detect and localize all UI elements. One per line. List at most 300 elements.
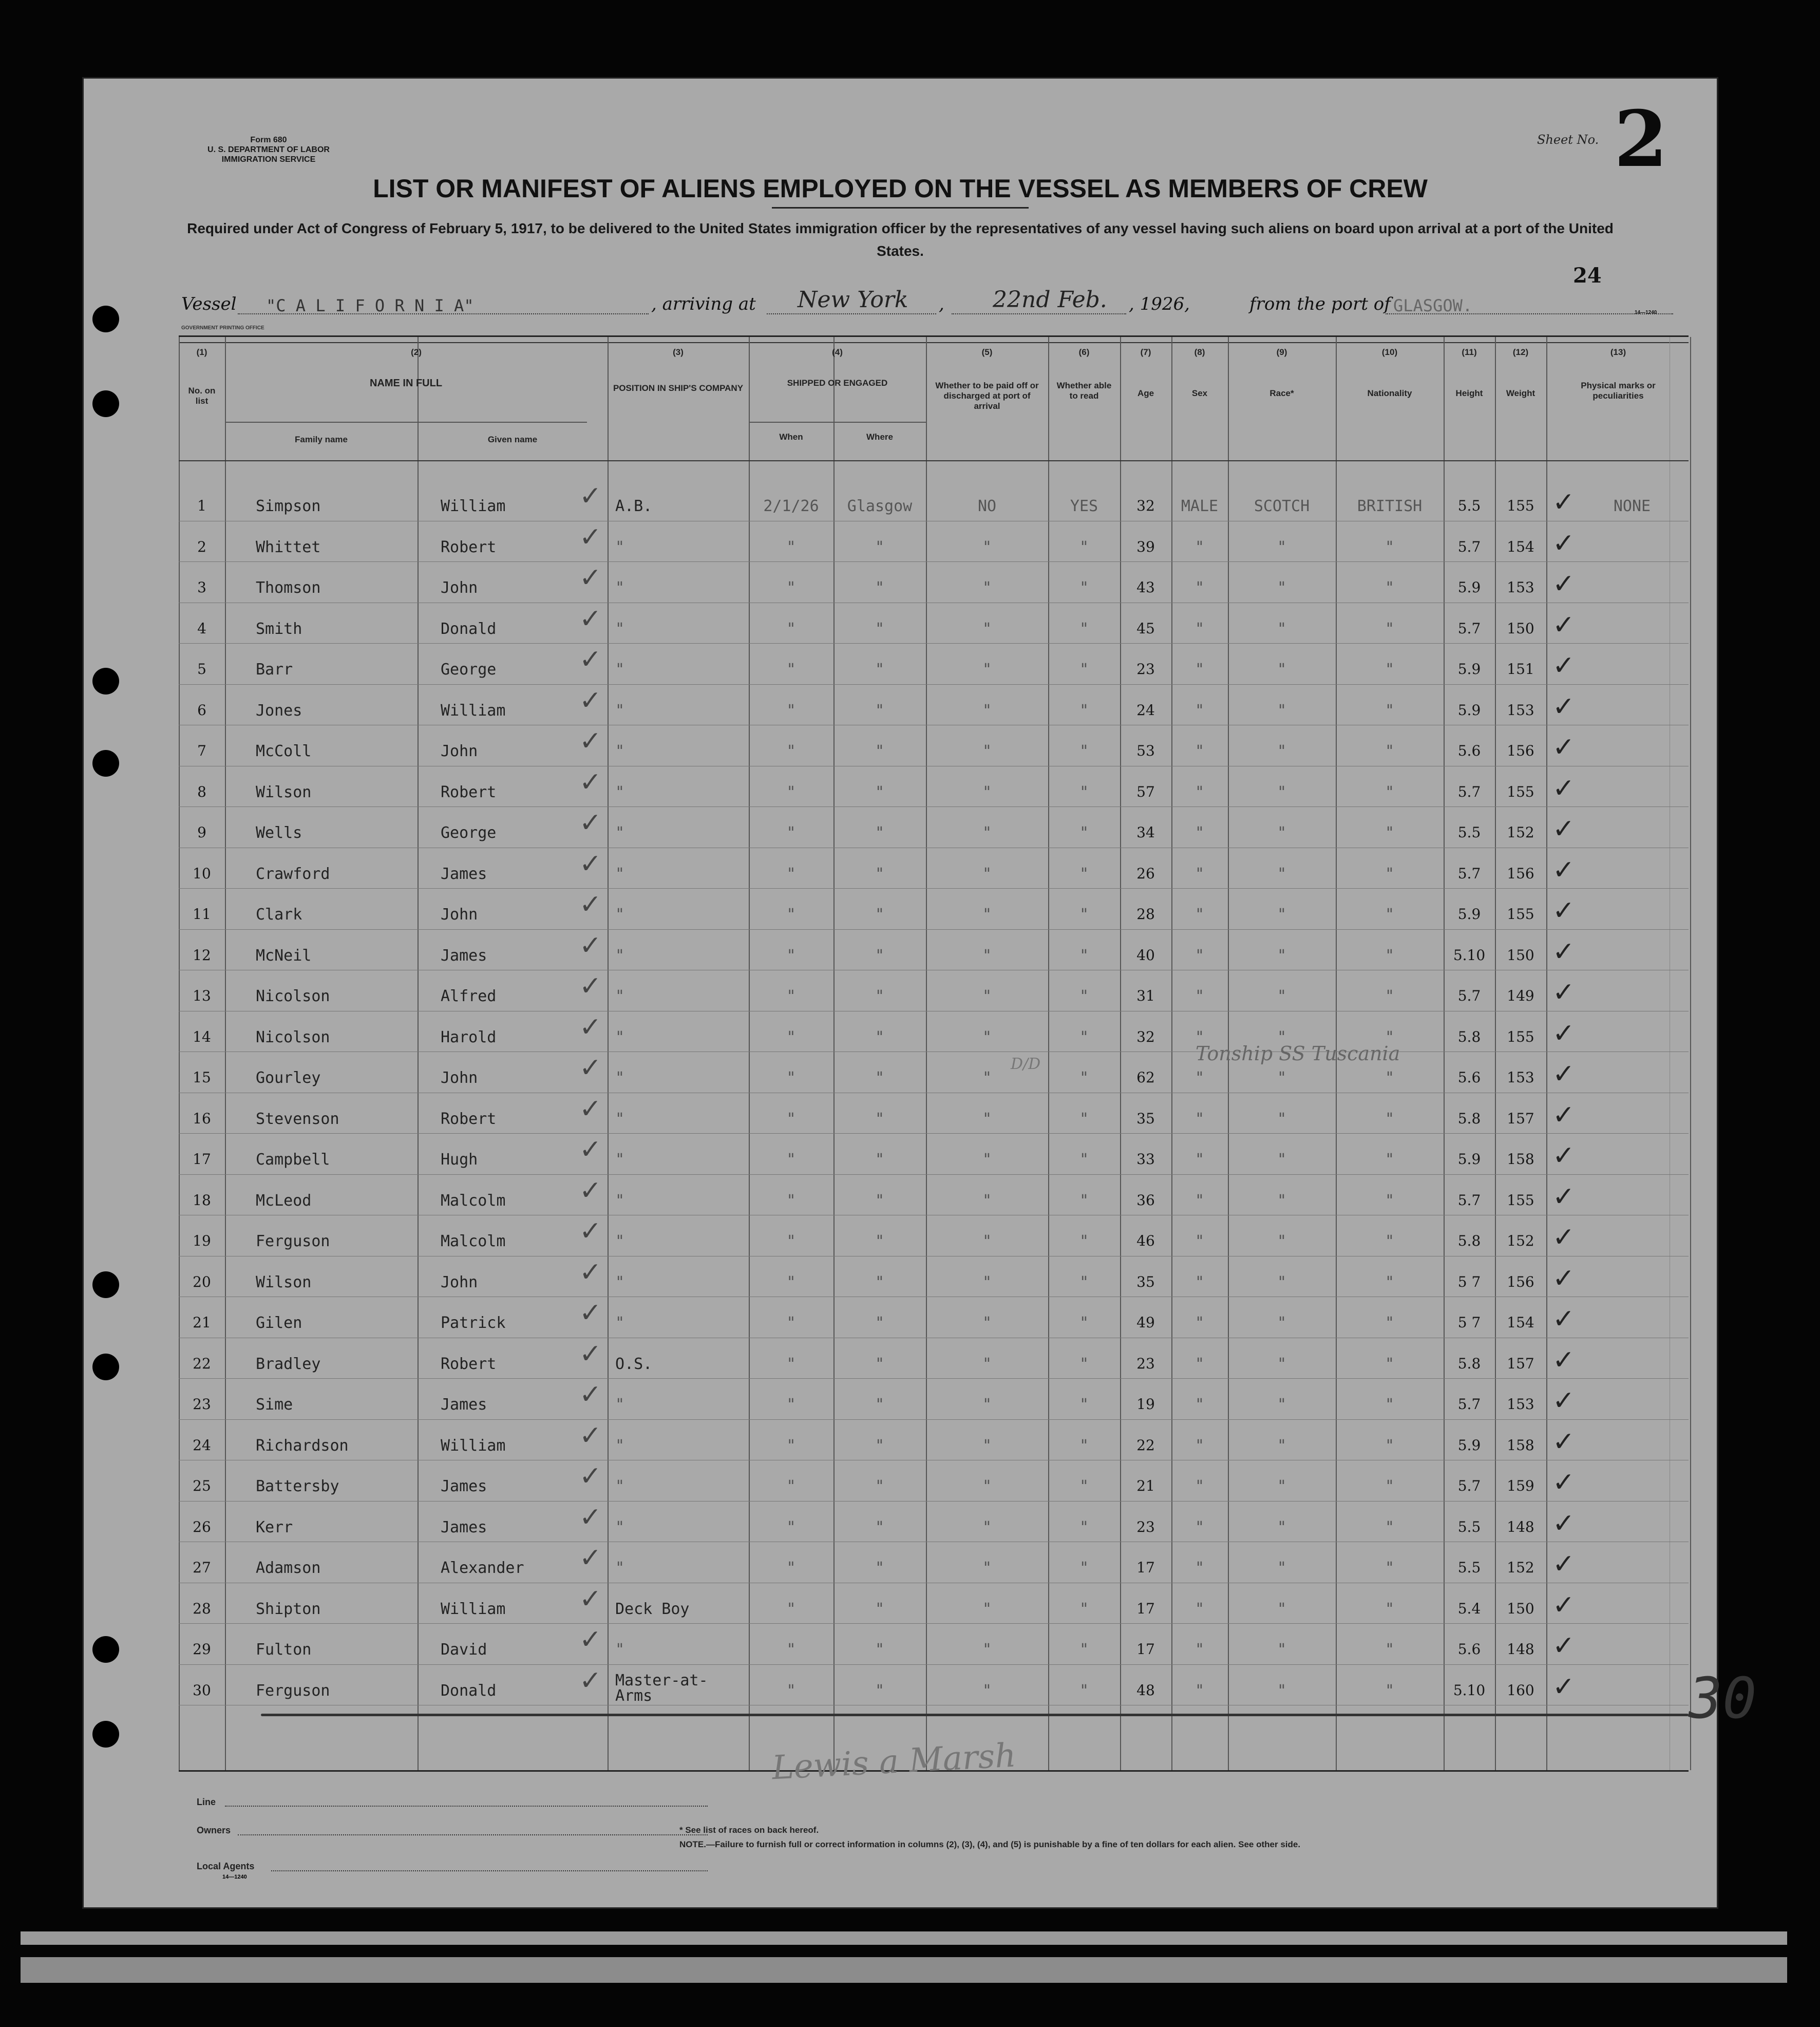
shipped-where: " <box>875 1314 885 1332</box>
table-row <box>179 644 1689 690</box>
weight: 152 <box>1507 1559 1534 1576</box>
sex: " <box>1195 906 1205 924</box>
shipped-where: " <box>875 1681 885 1700</box>
sex: " <box>1195 987 1205 1005</box>
race: " <box>1277 1273 1287 1291</box>
paid-off: " <box>982 1518 992 1536</box>
table-row <box>179 808 1689 854</box>
family-name: McLeod <box>256 1191 312 1210</box>
punch-hole <box>92 1271 119 1298</box>
height: 5.7 <box>1457 1396 1481 1413</box>
paid-off: " <box>982 1355 992 1373</box>
family-name: Wells <box>256 824 302 842</box>
height: 5.6 <box>1457 1641 1481 1658</box>
row-number: 7 <box>197 742 206 759</box>
shipped-when: " <box>786 1110 796 1128</box>
height: 5.8 <box>1457 1110 1481 1127</box>
height: 5.7 <box>1457 987 1481 1004</box>
given-name: Malcolm <box>441 1232 506 1250</box>
age: 43 <box>1136 579 1155 596</box>
height: 5.7 <box>1457 538 1481 555</box>
sex: " <box>1195 1518 1205 1536</box>
checkmark-icon: ✓ <box>579 1338 602 1369</box>
family-name: Stevenson <box>256 1110 339 1128</box>
paid-off: " <box>982 538 992 556</box>
given-name: Malcolm <box>441 1191 506 1210</box>
sex: " <box>1195 1477 1205 1495</box>
table-row <box>179 1379 1689 1425</box>
nationality: " <box>1385 1641 1395 1659</box>
height: 5.5 <box>1457 1518 1481 1535</box>
shipped-when: " <box>786 824 796 842</box>
position: " <box>615 620 625 638</box>
footer-owners-label: Owners <box>197 1825 231 1835</box>
checkmark-icon: ✓ <box>579 1134 602 1165</box>
paid-off: " <box>982 783 992 801</box>
header-given-name: Given name <box>487 435 538 444</box>
checkmark-icon: ✓ <box>579 1461 602 1492</box>
row-number: 23 <box>193 1396 211 1413</box>
checkmark-icon: ✓ <box>579 521 602 553</box>
race: " <box>1277 1681 1287 1700</box>
given-name: John <box>441 1069 478 1087</box>
checkmark-icon: ✓ <box>579 1379 602 1410</box>
row-number: 29 <box>193 1641 211 1658</box>
race: " <box>1277 1436 1287 1455</box>
shipped-where: " <box>875 946 885 965</box>
shipped-where: " <box>875 906 885 924</box>
shipped-when: " <box>786 742 796 760</box>
weight: 160 <box>1507 1681 1534 1699</box>
header-height: Height <box>1455 388 1483 398</box>
shipped-where: " <box>875 1396 885 1414</box>
family-name: Barr <box>256 661 293 679</box>
race: " <box>1277 742 1287 760</box>
header-physical-marks: Physical marks or peculiarities <box>1581 381 1656 401</box>
checkmark-icon: ✓ <box>579 726 602 757</box>
able-to-read: " <box>1079 1518 1089 1536</box>
shipped-where: " <box>875 1273 885 1291</box>
able-to-read: " <box>1079 1641 1089 1659</box>
sex: " <box>1195 1681 1205 1700</box>
nationality: " <box>1385 579 1395 597</box>
given-name: Hugh <box>441 1151 478 1169</box>
paid-off: " <box>982 865 992 883</box>
paid-off: " <box>982 1191 992 1210</box>
shipped-when: " <box>786 1028 796 1046</box>
shipped-when: " <box>786 906 796 924</box>
race: " <box>1277 661 1287 679</box>
height: 5.4 <box>1457 1600 1481 1617</box>
shipped-where: " <box>875 1559 885 1577</box>
page-title: LIST OR MANIFEST OF ALIENS EMPLOYED ON THE VESSEL AS MEMBERS OF CREW <box>373 174 1428 203</box>
nationality: " <box>1385 742 1395 760</box>
height: 5.5 <box>1457 824 1481 841</box>
row-number: 10 <box>193 865 211 882</box>
given-name: George <box>441 824 497 842</box>
shipped-when: " <box>786 620 796 638</box>
height: 5.9 <box>1457 906 1481 923</box>
weight: 148 <box>1507 1641 1534 1658</box>
height: 5 7 <box>1457 1314 1481 1331</box>
col-num-7: (7) <box>1140 347 1151 357</box>
checkmark-icon: ✓ <box>579 1216 602 1247</box>
position: " <box>615 1436 625 1455</box>
nationality: " <box>1385 1069 1395 1087</box>
shipped-when: " <box>786 1396 796 1414</box>
row-number: 9 <box>197 824 206 841</box>
position: " <box>615 1028 625 1046</box>
col-num-3: (3) <box>673 347 684 357</box>
family-name: Fulton <box>256 1641 312 1659</box>
shipped-where: " <box>875 1151 885 1169</box>
able-to-read: " <box>1079 1151 1089 1169</box>
row-number: 16 <box>193 1110 211 1127</box>
shipped-when: 2/1/26 <box>763 497 819 515</box>
nationality: " <box>1385 1232 1395 1250</box>
checkmark-icon: ✓ <box>1552 528 1575 559</box>
family-name: Wilson <box>256 1273 312 1291</box>
nationality: " <box>1385 1028 1395 1046</box>
checkmark-icon: ✓ <box>1552 732 1575 763</box>
form-identifier: Form 680 U. S. DEPARTMENT OF LABOR IMMIGRATION SERVICE <box>207 136 330 164</box>
paid-off: " <box>982 661 992 679</box>
position: " <box>615 906 625 924</box>
sex: " <box>1195 1069 1205 1087</box>
header-when: When <box>779 432 803 442</box>
sex: " <box>1195 1191 1205 1210</box>
family-name: McColl <box>256 742 312 760</box>
shipped-when: " <box>786 1314 796 1332</box>
position: " <box>615 1232 625 1250</box>
race: " <box>1277 1641 1287 1659</box>
race: " <box>1277 1110 1287 1128</box>
able-to-read: " <box>1079 1396 1089 1414</box>
checkmark-icon: ✓ <box>579 1011 602 1043</box>
table-row <box>179 1298 1689 1344</box>
race: " <box>1277 824 1287 842</box>
shipped-where: " <box>875 987 885 1005</box>
able-to-read: " <box>1079 661 1089 679</box>
punch-hole <box>92 668 119 695</box>
paid-off: " <box>982 1396 992 1414</box>
height: 5.7 <box>1457 620 1481 637</box>
family-name: Ferguson <box>256 1681 330 1700</box>
able-to-read: " <box>1079 1681 1089 1700</box>
handwritten-note: D/D <box>1011 1055 1041 1073</box>
weight: 152 <box>1507 1232 1534 1249</box>
weight: 151 <box>1507 661 1534 678</box>
age: 48 <box>1136 1681 1155 1699</box>
sex: " <box>1195 1028 1205 1046</box>
checkmark-icon: ✓ <box>1552 1263 1575 1294</box>
height: 5.9 <box>1457 579 1481 596</box>
paid-off: " <box>982 1681 992 1700</box>
race: " <box>1277 1600 1287 1618</box>
nationality: " <box>1385 1110 1395 1128</box>
checkmark-icon: ✓ <box>579 685 602 716</box>
title-underline <box>772 207 1029 209</box>
checkmark-icon: ✓ <box>579 1298 602 1328</box>
row-number: 27 <box>193 1559 211 1576</box>
family-name: Nicolson <box>256 1028 330 1046</box>
table-row <box>179 930 1689 977</box>
col-num-9: (9) <box>1276 347 1287 357</box>
age: 17 <box>1136 1600 1155 1617</box>
shipped-when: " <box>786 1151 796 1169</box>
height: 5.5 <box>1457 497 1481 514</box>
row-number: 20 <box>193 1273 211 1290</box>
col-num-11: (11) <box>1462 347 1477 357</box>
paid-off: " <box>982 1273 992 1291</box>
sex: " <box>1195 865 1205 883</box>
height: 5.9 <box>1457 701 1481 719</box>
given-name: Robert <box>441 1110 497 1128</box>
position: " <box>615 987 625 1005</box>
shipped-when: " <box>786 1232 796 1250</box>
able-to-read: " <box>1079 1600 1089 1618</box>
given-name: Harold <box>441 1028 497 1046</box>
paid-off: " <box>982 1436 992 1455</box>
vessel-name: "C A L I F O R N I A" <box>266 296 474 315</box>
age: 34 <box>1136 824 1155 841</box>
checkmark-icon: ✓ <box>1552 569 1575 599</box>
nationality: " <box>1385 1600 1395 1618</box>
height: 5.9 <box>1457 661 1481 678</box>
checkmark-icon: ✓ <box>579 1256 602 1288</box>
checkmark-icon: ✓ <box>579 1624 602 1655</box>
race: " <box>1277 1314 1287 1332</box>
given-name: John <box>441 1273 478 1291</box>
given-name: Robert <box>441 1355 497 1373</box>
race: " <box>1277 579 1287 597</box>
nationality: " <box>1385 906 1395 924</box>
table-row <box>179 1665 1689 1712</box>
family-name: Nicolson <box>256 987 330 1005</box>
sex: " <box>1195 1232 1205 1250</box>
row-number: 19 <box>193 1232 211 1249</box>
given-name: William <box>441 1436 506 1455</box>
paid-off: " <box>982 1232 992 1250</box>
row-number: 24 <box>193 1436 211 1454</box>
paid-off: " <box>982 1600 992 1618</box>
age: 46 <box>1136 1232 1155 1249</box>
signature: Lewis a Marsh <box>771 1736 1017 1788</box>
able-to-read: " <box>1079 1232 1089 1250</box>
given-name: Donald <box>441 1681 497 1700</box>
sex: " <box>1195 1600 1205 1618</box>
weight: 155 <box>1507 497 1534 514</box>
header-race: Race* <box>1269 388 1294 398</box>
shipped-where: " <box>875 742 885 760</box>
position: Deck Boy <box>615 1600 690 1618</box>
height: 5.5 <box>1457 1559 1481 1576</box>
weight: 150 <box>1507 1600 1534 1617</box>
given-name: James <box>441 1477 487 1495</box>
header-weight: Weight <box>1506 388 1535 398</box>
vessel-line: Vessel "C A L I F O R N I A" , arriving at New York , 22nd Feb. , 1926, from the port of GLASGOW. 14—1240 <box>181 287 1681 317</box>
sex: " <box>1195 946 1205 965</box>
checkmark-icon: ✓ <box>579 848 602 879</box>
row-number: 25 <box>193 1477 211 1494</box>
age: 62 <box>1136 1069 1155 1086</box>
given-name: Robert <box>441 783 497 801</box>
given-name: William <box>441 701 506 720</box>
weight: 157 <box>1507 1355 1534 1372</box>
header-where: Where <box>866 432 893 442</box>
header-shipped: SHIPPED OR ENGAGED <box>787 378 888 388</box>
corner-code: 14—1240 <box>1635 310 1657 315</box>
paid-off: " <box>982 1110 992 1128</box>
able-to-read: " <box>1079 1028 1089 1046</box>
col-num-10: (10) <box>1381 347 1398 357</box>
checkmark-icon: ✓ <box>579 1583 602 1615</box>
weight: 149 <box>1507 987 1534 1004</box>
crew-rows <box>179 481 1757 1731</box>
paid-off: " <box>982 1151 992 1169</box>
shipped-when: " <box>786 1355 796 1373</box>
checkmark-icon: ✓ <box>1552 977 1575 1008</box>
nationality: " <box>1385 946 1395 965</box>
weight: 155 <box>1507 1191 1534 1209</box>
checkmark-icon: ✓ <box>1552 1099 1575 1131</box>
weight: 153 <box>1507 579 1534 596</box>
weight: 148 <box>1507 1518 1534 1535</box>
height: 5.9 <box>1457 1151 1481 1168</box>
family-name: Bradley <box>256 1355 321 1373</box>
shipped-where: " <box>875 783 885 801</box>
checkmark-icon: ✓ <box>1552 1630 1575 1661</box>
footnote-races: * See list of races on back hereof. <box>679 1825 819 1835</box>
table-row <box>179 971 1689 1017</box>
nationality: " <box>1385 1396 1395 1414</box>
shipped-where: " <box>875 1518 885 1536</box>
lower-scan-strip <box>21 1957 1787 1983</box>
nationality: " <box>1385 1191 1395 1210</box>
table-row <box>179 1175 1689 1222</box>
nationality: " <box>1385 701 1395 720</box>
checkmark-icon: ✓ <box>1552 1385 1575 1416</box>
nationality: BRITISH <box>1357 497 1423 515</box>
age: 31 <box>1136 987 1155 1004</box>
arrival-year: , 1926, <box>1129 294 1190 314</box>
paid-off: " <box>982 1641 992 1659</box>
age: 33 <box>1136 1151 1155 1168</box>
paid-off: NO <box>977 497 997 515</box>
row-number: 21 <box>193 1314 211 1331</box>
table-row <box>179 1216 1689 1262</box>
weight: 158 <box>1507 1436 1534 1454</box>
paid-off: " <box>982 701 992 720</box>
weight: 153 <box>1507 1396 1534 1413</box>
given-name: John <box>441 906 478 924</box>
shipped-when: " <box>786 783 796 801</box>
paid-off: " <box>982 1477 992 1495</box>
table-row <box>179 603 1689 650</box>
race: " <box>1277 1191 1287 1210</box>
nationality: " <box>1385 538 1395 556</box>
able-to-read: " <box>1079 579 1089 597</box>
sex: " <box>1195 579 1205 597</box>
position: " <box>615 661 625 679</box>
table-row <box>179 1543 1689 1589</box>
race: " <box>1277 946 1287 965</box>
age: 35 <box>1136 1110 1155 1127</box>
race: " <box>1277 783 1287 801</box>
position: " <box>615 1559 625 1577</box>
position: " <box>615 1518 625 1536</box>
weight: 153 <box>1507 1069 1534 1086</box>
row-number: 28 <box>193 1600 211 1617</box>
checkmark-icon: ✓ <box>1552 691 1575 722</box>
family-name: Smith <box>256 620 302 638</box>
punch-hole <box>92 1354 119 1380</box>
table-row <box>179 1134 1689 1180</box>
able-to-read: " <box>1079 946 1089 965</box>
race: SCOTCH <box>1254 497 1310 515</box>
checkmark-icon: ✓ <box>579 971 602 1002</box>
given-name: James <box>441 1396 487 1414</box>
row-number: 1 <box>197 497 206 514</box>
from-port-label: from the port of <box>1249 294 1391 314</box>
handwritten-remark: Tonship SS Tuscania <box>1196 1042 1400 1065</box>
race: " <box>1277 1355 1287 1373</box>
shipped-where: " <box>875 579 885 597</box>
shipped-where: " <box>875 538 885 556</box>
nationality: " <box>1385 1151 1395 1169</box>
checkmark-icon: ✓ <box>579 889 602 920</box>
header-name-in-full: NAME IN FULL <box>369 378 443 389</box>
age: 17 <box>1136 1641 1155 1658</box>
given-name: John <box>441 742 478 760</box>
checkmark-icon: ✓ <box>579 1093 602 1124</box>
age: 23 <box>1136 661 1155 678</box>
shipped-where: " <box>875 620 885 638</box>
shipped-when: " <box>786 661 796 679</box>
position: " <box>615 946 625 965</box>
able-to-read: " <box>1079 1110 1089 1128</box>
height: 5.9 <box>1457 1436 1481 1454</box>
family-name: Adamson <box>256 1559 321 1577</box>
header-no-on-list: No. on list <box>188 386 216 406</box>
paid-off: " <box>982 620 992 638</box>
checkmark-icon: ✓ <box>1552 895 1575 926</box>
shipped-when: " <box>786 1518 796 1536</box>
height: 5.6 <box>1457 742 1481 759</box>
position: " <box>615 1641 625 1659</box>
age: 53 <box>1136 742 1155 759</box>
age: 28 <box>1136 906 1155 923</box>
checkmark-icon: ✓ <box>1552 1589 1575 1621</box>
col-num-13: (13) <box>1610 347 1626 357</box>
shipped-when: " <box>786 1436 796 1455</box>
able-to-read: " <box>1079 1355 1089 1373</box>
shipped-when: " <box>786 1069 796 1087</box>
table-row <box>179 1502 1689 1548</box>
height: 5.8 <box>1457 1355 1481 1372</box>
age: 26 <box>1136 865 1155 882</box>
family-name: Wilson <box>256 783 312 801</box>
footer-line-label: Line <box>197 1797 216 1807</box>
able-to-read: " <box>1079 538 1089 556</box>
height: 5.8 <box>1457 1028 1481 1045</box>
shipped-when: " <box>786 1273 796 1291</box>
nationality: " <box>1385 1436 1395 1455</box>
given-name: David <box>441 1641 487 1659</box>
row-number: 30 <box>193 1681 211 1699</box>
age: 23 <box>1136 1518 1155 1535</box>
position: " <box>615 1110 625 1128</box>
